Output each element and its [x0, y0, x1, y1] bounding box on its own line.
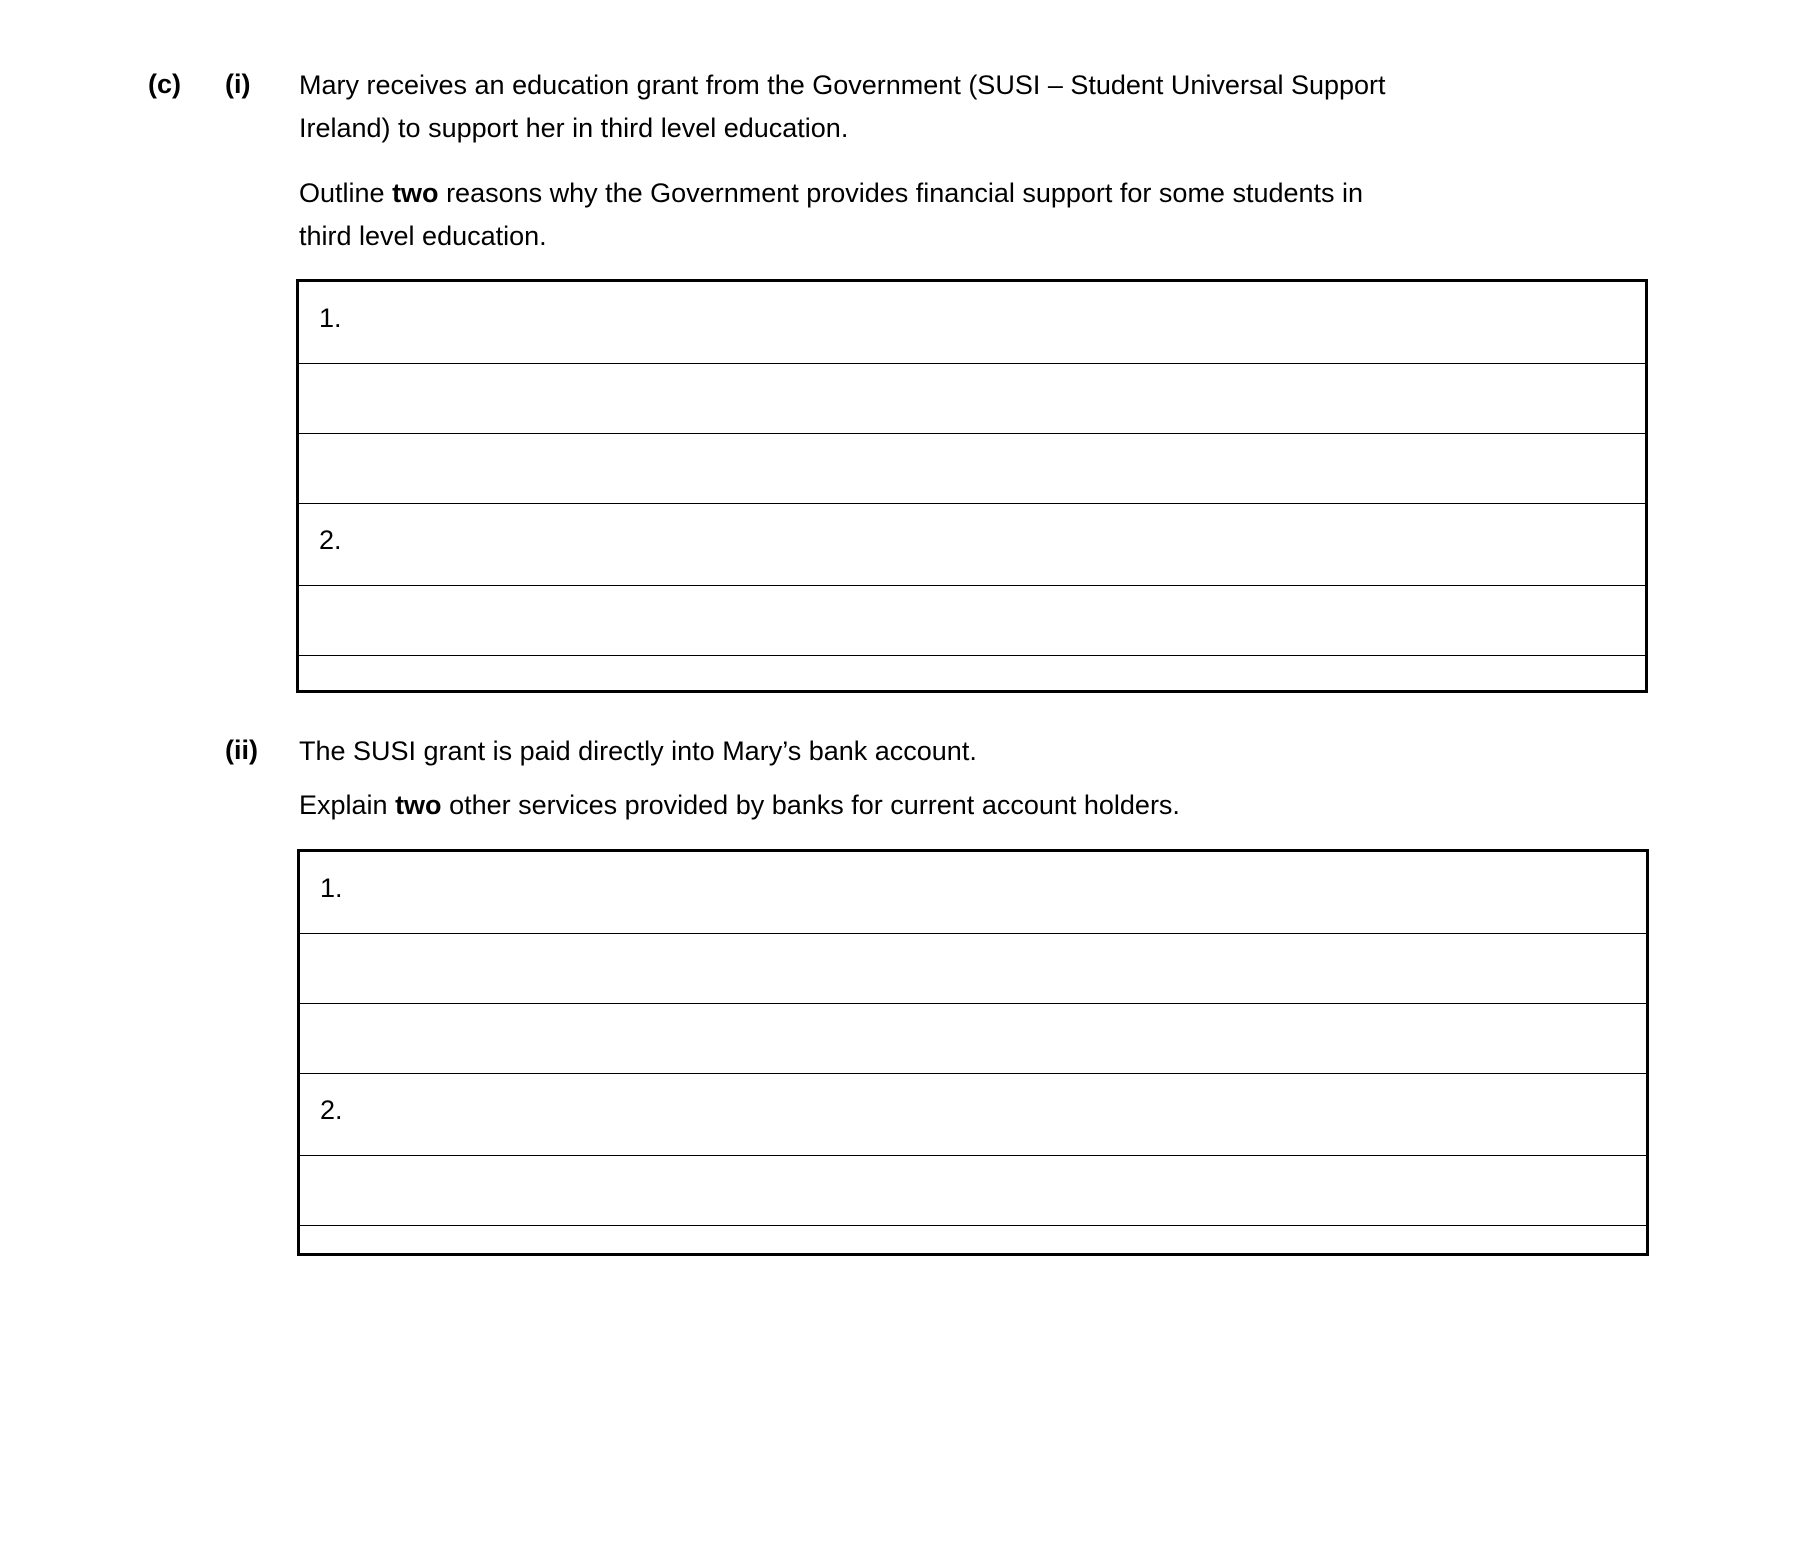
- answer-row-label: [320, 1156, 1646, 1174]
- answer-row[interactable]: [300, 1004, 1646, 1074]
- emphasis-text: two: [395, 790, 442, 820]
- question-text-i-intro: [299, 64, 1389, 150]
- answer-row-number-cell[interactable]: [300, 852, 1646, 934]
- plain-text: The SUSI grant is paid directly into Mary’s bank account.: [299, 736, 977, 766]
- answer-row-number-cell[interactable]: [299, 504, 1645, 586]
- answer-row[interactable]: [299, 282, 1645, 364]
- part-label-c: (c): [148, 69, 181, 99]
- plain-text: reasons why the Government provides financial support for some students in third level education.: [299, 178, 1364, 251]
- answer-row-label: [320, 1004, 1646, 1022]
- answer-row-blank-cell[interactable]: [299, 656, 1645, 726]
- plain-text: other services provided by banks for current account holders.: [441, 790, 1180, 820]
- question-text-i-instruction: [299, 172, 1389, 258]
- answer-row-blank-cell[interactable]: [300, 1004, 1646, 1074]
- answer-table-ii-grid: [300, 852, 1646, 1295]
- answer-row-blank-cell[interactable]: [299, 434, 1645, 504]
- answer-table-i[interactable]: [296, 279, 1648, 693]
- plain-text: Outline: [299, 178, 393, 208]
- answer-row-label: [319, 364, 1645, 382]
- answer-row[interactable]: [300, 852, 1646, 934]
- answer-row[interactable]: [299, 656, 1645, 726]
- answer-row-label: [319, 586, 1645, 604]
- answer-row-label: 1.: [319, 303, 342, 333]
- plain-text: Mary receives an education grant from the Government (SUSI – Student Universal Support Ireland) to support her in third level education.: [299, 70, 1386, 143]
- answer-row-blank-cell[interactable]: [299, 364, 1645, 434]
- answer-row-label: [320, 934, 1646, 952]
- subpart-label-ii: (ii): [225, 735, 258, 765]
- answer-table-ii-body: [300, 852, 1646, 1295]
- answer-row-label: [320, 1226, 1646, 1244]
- question-text-ii-intro: [299, 730, 1389, 773]
- answer-row[interactable]: [299, 504, 1645, 586]
- answer-row[interactable]: [300, 1226, 1646, 1296]
- plain-text: Explain: [299, 790, 396, 820]
- answer-row-label: 1.: [320, 873, 343, 903]
- answer-row-label: 2.: [319, 525, 342, 555]
- answer-row-blank-cell[interactable]: [300, 1156, 1646, 1226]
- answer-row[interactable]: [299, 364, 1645, 434]
- answer-table-i-grid: [299, 282, 1645, 725]
- answer-row-blank-cell[interactable]: [300, 934, 1646, 1004]
- answer-table-i-body: [299, 282, 1645, 725]
- answer-row-label: [319, 656, 1645, 674]
- question-text-ii-instruction: [299, 784, 1389, 827]
- answer-row-blank-cell[interactable]: [300, 1226, 1646, 1296]
- answer-row-number-cell[interactable]: [299, 282, 1645, 364]
- answer-row[interactable]: [300, 934, 1646, 1004]
- answer-row[interactable]: [300, 1156, 1646, 1226]
- answer-row-blank-cell[interactable]: [299, 586, 1645, 656]
- answer-row-number-cell[interactable]: [300, 1074, 1646, 1156]
- answer-row-label: 2.: [320, 1095, 343, 1125]
- emphasis-text: two: [392, 178, 439, 208]
- answer-row-label: [319, 434, 1645, 452]
- answer-table-ii[interactable]: [297, 849, 1649, 1256]
- answer-row[interactable]: [299, 586, 1645, 656]
- answer-row[interactable]: [299, 434, 1645, 504]
- subpart-label-i: (i): [225, 69, 251, 99]
- answer-row[interactable]: [300, 1074, 1646, 1156]
